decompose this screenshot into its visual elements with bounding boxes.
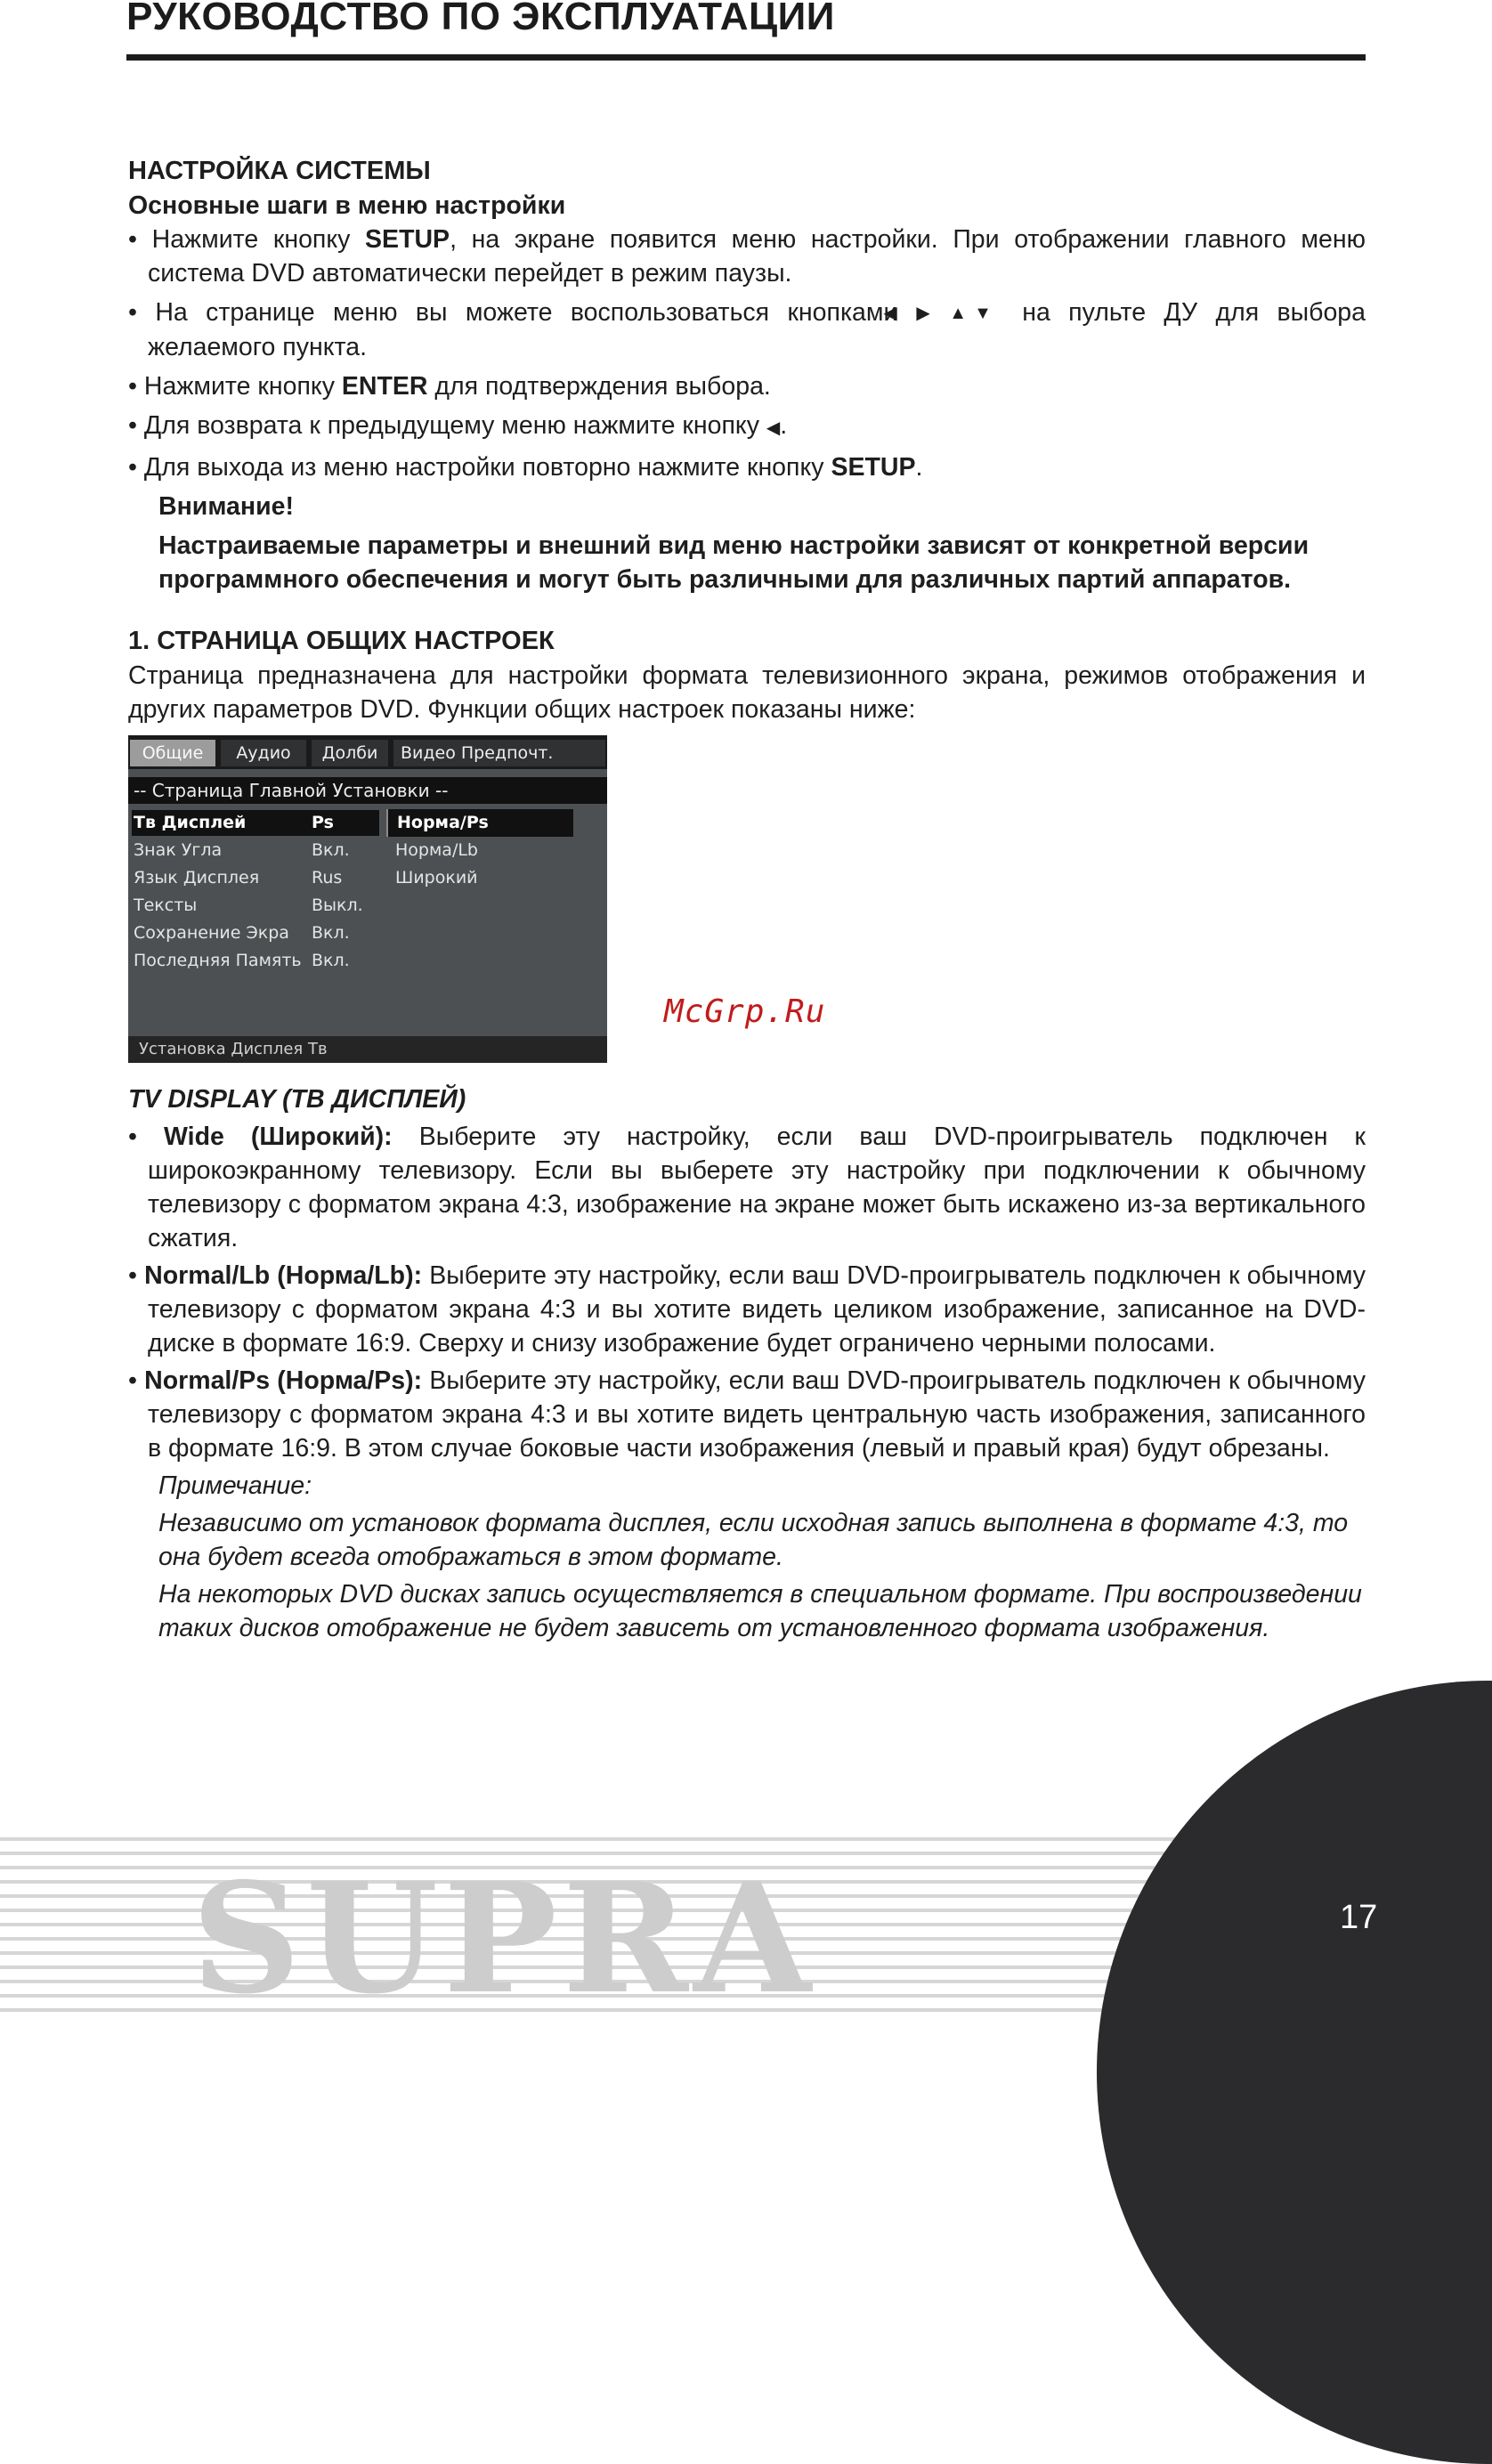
- header-rule: [126, 54, 1366, 61]
- section-system-title: НАСТРОЙКА СИСТЕМЫ: [128, 157, 431, 185]
- list-item: • Normal/Lb (Норма/Lb): Выберите эту настройку, если ваш DVD-проигрыватель подключен к обычному телевизору с форматом экрана 4:3 и вы хотите видеть целиком изображение, записанное на DVD-диске в формате 16:9. Сверху и снизу изображение будет ограничено черными полосами.: [128, 1259, 1366, 1360]
- section-general-intro: Страница предназначена для настройки формата телевизионного экрана, режимов отображения и других параметров DVD. Функции общих настроек показаны ниже:: [128, 661, 1366, 724]
- notice-text: Настраиваемые параметры и внешний вид меню настройки зависят от конкретной версии программного обеспечения и могут быть различными для различных партий аппаратов.: [158, 531, 1310, 594]
- menu-status-bar: Установка Дисплея Тв: [128, 1036, 607, 1063]
- note-block: [128, 1469, 1366, 1645]
- tab-video-pref: Видео Предпочт.: [393, 740, 605, 766]
- enter-key: ENTER: [341, 372, 428, 401]
- page-header-title: РУКОВОДСТВО ПО ЭКСПЛУАТАЦИИ: [126, 0, 835, 38]
- menu-option: Норма/Ps: [386, 809, 573, 837]
- menu-tabs: [128, 735, 607, 769]
- list-item: • Нажмите кнопку ENTER для подтверждения выбора.: [128, 369, 1366, 403]
- menu-row: Язык Дисплея Rus: [134, 868, 343, 888]
- page-number: 17: [1340, 1899, 1378, 1936]
- tab-dolby: Долби: [312, 740, 388, 766]
- menu-row: Тексты Выкл.: [134, 896, 363, 915]
- menu-page-title: -- Страница Главной Установки --: [128, 777, 607, 804]
- corner-decoration: [1097, 1681, 1492, 2464]
- tv-display-heading: TV DISPLAY (ТВ ДИСПЛЕЙ): [128, 1085, 466, 1114]
- list-item: • Нажмите кнопку SETUP, на экране появится меню настройки. При отображении главного меню система DVD автоматически перейдет в режим паузы.: [128, 223, 1366, 290]
- menu-row: Последняя Память Вкл.: [134, 951, 350, 970]
- menu-option: Норма/Lb: [395, 840, 478, 860]
- list-item: • На странице меню вы можете воспользоваться кнопками◀ ▶ ▲▼ на пульте ДУ для выбора желаемого пункта.: [128, 296, 1366, 364]
- list-item: • Для выхода из меню настройки повторно нажмите кнопку SETUP.: [128, 450, 1366, 484]
- menu-row: Тв Дисплей Ps: [128, 809, 607, 837]
- list-item: • Wide (Широкий): Выберите эту настройку, если ваш DVD-проигрыватель подключен к широкоэкранному телевизору. Если вы выберете эту настройку при подключении к обычному телевизору с форматом экрана 4:3, изображение на экране может быть искажено из-за вертикального сжатия.: [128, 1120, 1366, 1255]
- tab-audio: Аудио: [221, 740, 306, 766]
- section-system-subtitle: Основные шаги в меню настройки: [128, 191, 566, 220]
- watermark: McGrp.Ru: [664, 993, 826, 1030]
- tv-display-list: [128, 1120, 1366, 1465]
- notice-block: [128, 490, 1366, 596]
- section-general-title: 1. СТРАНИЦА ОБЩИХ НАСТРОЕК: [128, 627, 555, 655]
- tab-general: Общие: [130, 740, 215, 766]
- setup-menu-screenshot: [128, 735, 607, 1063]
- note-text: На некоторых DVD дисках запись осуществляется в специальном формате. При воспроизведении таких дисков отображение не будет зависеть от установленного формата изображения.: [158, 1580, 1362, 1642]
- setup-steps-list: [128, 223, 1366, 484]
- setup-key: SETUP: [365, 225, 450, 254]
- notice-title: Внимание!: [158, 492, 294, 521]
- page-content: [128, 153, 1366, 1649]
- menu-options: [386, 809, 573, 892]
- arrow-keys-icon: ◀ ▶ ▲▼: [883, 304, 999, 323]
- note-text: Независимо от установок формата дисплея, если исходная запись выполнена в формате 4:3, то она будет всегда отображаться в этом формате.: [158, 1509, 1349, 1571]
- setup-key: SETUP: [831, 453, 916, 482]
- note-title: Примечание:: [158, 1471, 312, 1500]
- left-arrow-icon: ◀: [766, 418, 781, 438]
- menu-option: Широкий: [395, 868, 478, 888]
- brand-logo: SUPRA: [191, 1850, 817, 2028]
- menu-row: Сохранение Экра Вкл.: [134, 923, 350, 943]
- menu-row: Знак Угла Вкл.: [134, 840, 350, 860]
- list-item: • Для возврата к предыдущему меню нажмите кнопку ◀.: [128, 409, 1366, 445]
- list-item: • Normal/Ps (Норма/Ps): Выберите эту настройку, если ваш DVD-проигрыватель подключен к обычному телевизору с форматом экрана 4:3 и вы хотите видеть центральную часть изображения, записанного в формате 16:9. В этом случае боковые части изображения (левый и правый края) будут обрезаны.: [128, 1364, 1366, 1465]
